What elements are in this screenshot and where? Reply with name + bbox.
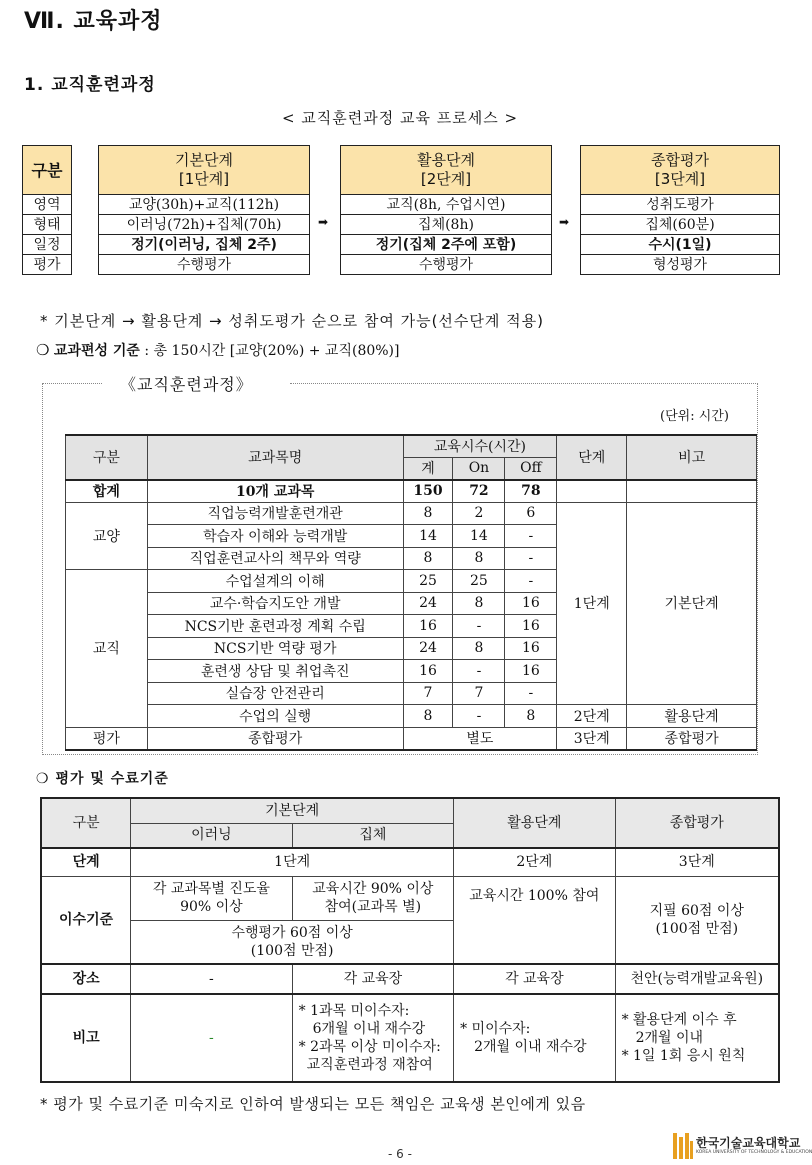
stage-header [581, 146, 779, 194]
process-stage-final [580, 145, 780, 275]
header-hours: 교육시수(시간) [403, 435, 557, 457]
cell [615, 994, 779, 1082]
cell: 7 [453, 682, 505, 705]
header-remark: 비고 [627, 435, 757, 480]
cell: 10개 교과목 [147, 480, 403, 503]
cell: 훈련생 상담 및 취업촉진 [147, 660, 403, 683]
chapter-number: Ⅶ. [24, 9, 65, 34]
stage-level: [2단계] [420, 170, 472, 188]
stage-level: [3단계] [654, 170, 706, 188]
stage-schedule: 정기(집체 2주에 포함) [341, 234, 551, 254]
stage-header [341, 146, 551, 194]
stage-evaluation: 형성평가 [581, 254, 779, 274]
curriculum-title: 《교직훈련과정》 [120, 375, 253, 394]
cell: 16 [505, 637, 557, 660]
header-on: On [453, 457, 505, 480]
criteria-label: 교과편성 기준 [53, 343, 140, 359]
chapter-title [24, 4, 163, 35]
cell: 8 [403, 547, 453, 570]
header-total: 계 [403, 457, 453, 480]
cell: 1단계 [131, 848, 454, 876]
cell: 수업설계의 이해 [147, 570, 403, 593]
cell: 종합평가 [627, 727, 757, 750]
cell: 종합평가 [147, 727, 403, 750]
row-label: 이수기준 [41, 876, 131, 964]
cell: 24 [403, 592, 453, 615]
criteria-text: : 총 150시간 [교양(20%) + 교직(80%)] [144, 343, 400, 359]
cell-line: 2개월 이내 [635, 1030, 704, 1046]
cell-line: * 1과목 미이수자: [298, 1003, 410, 1019]
stage-area: 교직(8h, 수업시연) [341, 194, 551, 214]
process-stage-basic [98, 145, 310, 275]
stage-form: 집체(60분) [581, 214, 779, 234]
evaluation-table [40, 797, 780, 1083]
process-label-column [22, 145, 72, 275]
bullet-circle-icon: ❍ [36, 771, 50, 787]
cell: - [131, 964, 292, 994]
cell: 72 [453, 480, 505, 503]
header-final: 종합평가 [615, 798, 779, 848]
cell-line: 지필 60점 이상 [649, 902, 744, 919]
header-group: 집체 [292, 823, 453, 848]
cell: 별도 [403, 727, 557, 750]
process-stage-applied [340, 145, 552, 275]
cell: 78 [505, 480, 557, 503]
cell [615, 876, 779, 964]
table-row [66, 502, 757, 525]
cell: NCS기반 훈련과정 계획 수립 [147, 615, 403, 638]
curriculum-table [65, 434, 757, 751]
cell: 16 [505, 592, 557, 615]
criteria-line [36, 340, 399, 360]
cell: 24 [403, 637, 453, 660]
frame-border [290, 383, 758, 384]
cell: 각 교육장 [292, 964, 453, 994]
cell-line: * 1일 1회 응시 원칙 [621, 1048, 746, 1064]
cell-line: 6개월 이내 재수강 [312, 1021, 426, 1037]
cell: 3단계 [557, 727, 627, 750]
stage-schedule: 수시(1일) [581, 234, 779, 254]
stage-name: 종합평가 [651, 151, 709, 169]
header-elearning: 이러닝 [131, 823, 292, 848]
cell: 8 [453, 637, 505, 660]
header-stage: 단계 [557, 435, 627, 480]
cell [292, 876, 453, 920]
evaluation-title-text: 평가 및 수료기준 [55, 771, 169, 787]
cell: 평가 [66, 727, 148, 750]
unit-label: (단위: 시간) [660, 409, 729, 424]
cell [292, 994, 453, 1082]
cell: 3단계 [615, 848, 779, 876]
stage-form: 이러닝(72h)+집체(70h) [99, 214, 309, 234]
stage-form: 집체(8h) [341, 214, 551, 234]
cell: 25 [453, 570, 505, 593]
cell [557, 480, 627, 503]
cell: - [505, 547, 557, 570]
cell: 8 [505, 705, 557, 728]
cell-line: 수행평가 60점 이상 [231, 924, 353, 941]
group-label: 교직 [66, 570, 148, 728]
cell-line: 각 교과목별 진도율 [152, 881, 270, 897]
group-label: 교양 [66, 502, 148, 570]
stage-evaluation: 수행평가 [99, 254, 309, 274]
process-note: * 기본단계 → 활용단계 → 성취도평가 순으로 참여 가능(선수단계 적용) [40, 312, 544, 330]
cell-line: 90% 이상 [180, 899, 243, 915]
cell-line: 참여(교과목 별) [324, 899, 422, 915]
cell: - [505, 570, 557, 593]
chapter-name: 교육과정 [73, 9, 163, 34]
header-category: 구분 [66, 435, 148, 480]
cell: 천안(능력개발교육원) [615, 964, 779, 994]
cell-line: 2개월 이내 재수강 [474, 1039, 587, 1055]
cell: 25 [403, 570, 453, 593]
cell [454, 994, 615, 1082]
cell: NCS기반 역량 평가 [147, 637, 403, 660]
cell: - [453, 615, 505, 638]
remark-cell: 기본단계 [627, 502, 757, 705]
cell-line: * 활용단계 이수 후 [621, 1012, 737, 1028]
process-label-area: 영역 [23, 194, 71, 214]
cell: - [505, 525, 557, 548]
stage-evaluation: 수행평가 [341, 254, 551, 274]
process-label-form: 형태 [23, 214, 71, 234]
arrow-right-icon: ➡ [318, 215, 329, 229]
stage-level: [1단계] [178, 170, 230, 188]
cell: 16 [505, 660, 557, 683]
cell: 7 [403, 682, 453, 705]
cell: 6 [505, 502, 557, 525]
stage-area: 성취도평가 [581, 194, 779, 214]
cell: - [505, 682, 557, 705]
stage-header [99, 146, 309, 194]
cell: 8 [453, 547, 505, 570]
arrow-right-icon: ➡ [559, 215, 570, 229]
frame-border [42, 383, 102, 384]
cell: 2 [453, 502, 505, 525]
cell: 14 [453, 525, 505, 548]
cell-line: 교육시간 90% 이상 [312, 881, 434, 897]
table-row-place [41, 964, 779, 994]
cell: 교육시간 100% 참여 [454, 876, 615, 964]
row-label: 단계 [41, 848, 131, 876]
section-title: 1. 교직훈련과정 [24, 75, 156, 95]
page-number: - 6 - [388, 1147, 412, 1161]
cell: 수업의 실행 [147, 705, 403, 728]
remark-cell: 활용단계 [627, 705, 757, 728]
cell: 실습장 안전관리 [147, 682, 403, 705]
cell: 16 [403, 615, 453, 638]
stage-schedule: 정기(이러닝, 집체 2주) [99, 234, 309, 254]
cell-line: (100점 만점) [655, 920, 739, 937]
cell: 2단계 [454, 848, 615, 876]
logo-subtitle: KOREA UNIVERSITY OF TECHNOLOGY & EDUCATION [696, 1150, 812, 1155]
row-label: 장소 [41, 964, 131, 994]
header-off: Off [505, 457, 557, 480]
cell-line: (100점 만점) [250, 942, 334, 959]
cell: 8 [403, 502, 453, 525]
university-emblem-icon [672, 1131, 694, 1161]
footer-note: * 평가 및 수료기준 미숙지로 인하여 발생되는 모든 책임은 교육생 본인에게 있음 [40, 1095, 586, 1113]
table-row-evaluation [66, 727, 757, 750]
cell: - [453, 705, 505, 728]
university-logo [672, 1131, 812, 1161]
process-label-evaluation: 평가 [23, 254, 71, 274]
cell: 직업능력개발훈련개관 [147, 502, 403, 525]
table-row-completion [41, 876, 779, 920]
header-subject: 교과목명 [147, 435, 403, 480]
cell: 8 [453, 592, 505, 615]
bullet-circle-icon: ❍ [36, 341, 50, 359]
cell: - [453, 660, 505, 683]
header-category: 구분 [41, 798, 131, 848]
process-label-schedule: 일정 [23, 234, 71, 254]
stage-cell: 2단계 [557, 705, 627, 728]
header-applied: 활용단계 [454, 798, 615, 848]
header-basic: 기본단계 [131, 798, 454, 823]
cell-line: * 2과목 이상 미이수자: [298, 1039, 441, 1055]
evaluation-title [36, 768, 169, 788]
cell: 합계 [66, 480, 148, 503]
stage-cell: 1단계 [557, 502, 627, 705]
cell [131, 876, 292, 920]
logo-name: 한국기술교육대학교 [696, 1136, 801, 1150]
table-row-remark [41, 994, 779, 1082]
cell [131, 920, 454, 964]
cell: 직업훈련교사의 책무와 역량 [147, 547, 403, 570]
cell: 150 [403, 480, 453, 503]
table-row [66, 705, 757, 728]
cell: 교수·학습지도안 개발 [147, 592, 403, 615]
process-title: < 교직훈련과정 교육 프로세스 > [281, 109, 519, 127]
table-row-total [66, 480, 757, 503]
row-label: 비고 [41, 994, 131, 1082]
stage-name: 기본단계 [175, 151, 233, 169]
cell: 8 [403, 705, 453, 728]
cell: - [131, 994, 292, 1082]
cell: 14 [403, 525, 453, 548]
cell: 학습자 이해와 능력개발 [147, 525, 403, 548]
cell: 각 교육장 [454, 964, 615, 994]
cell-line: 교직훈련과정 재참여 [306, 1057, 433, 1073]
stage-name: 활용단계 [417, 151, 475, 169]
process-label-header: 구분 [23, 146, 71, 194]
stage-area: 교양(30h)+교직(112h) [99, 194, 309, 214]
cell: 16 [403, 660, 453, 683]
cell: 16 [505, 615, 557, 638]
cell-line: * 미이수자: [460, 1021, 531, 1037]
cell [627, 480, 757, 503]
table-row-stage [41, 848, 779, 876]
